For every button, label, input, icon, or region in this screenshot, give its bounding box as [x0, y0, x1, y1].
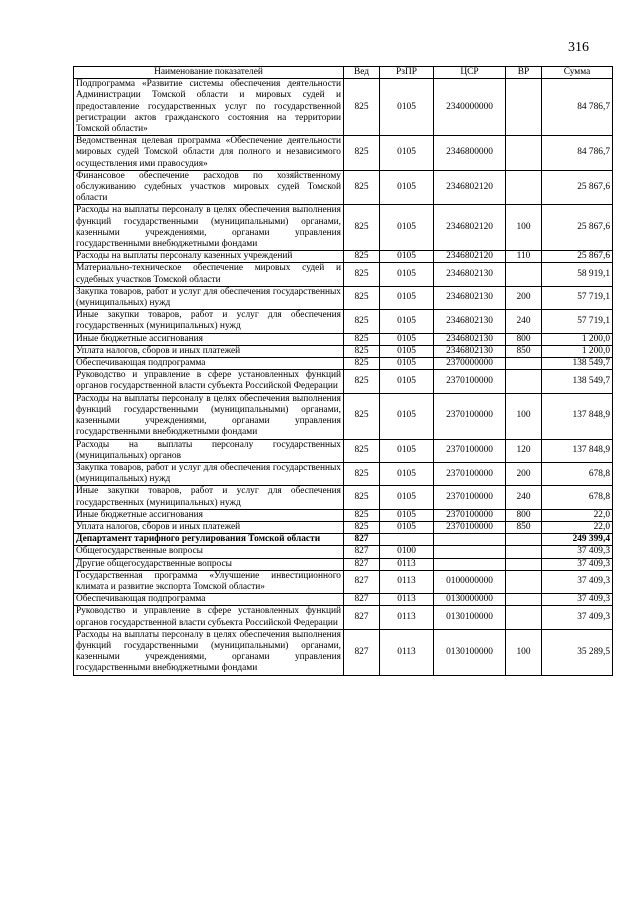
cell-csr: 2370100000	[434, 521, 506, 533]
cell-sum: 37 409,3	[542, 546, 613, 558]
cell-name: Иные бюджетные ассигнования	[74, 509, 344, 521]
cell-csr: 2346802120	[434, 170, 506, 205]
cell-ved: 825	[344, 509, 380, 521]
cell-csr: 2346802130	[434, 263, 506, 286]
cell-rzpr: 0113	[380, 629, 434, 675]
cell-name: Обеспечивающая подпрограмма	[74, 594, 344, 606]
cell-csr: 2340000000	[434, 79, 506, 136]
cell-rzpr: 0105	[380, 370, 434, 393]
budget-table	[73, 66, 613, 676]
cell-vr: 200	[506, 286, 542, 309]
table-row	[74, 509, 613, 521]
cell-vr	[506, 79, 542, 136]
cell-ved: 825	[344, 439, 380, 462]
cell-rzpr: 0105	[380, 439, 434, 462]
cell-name: Общегосударственные вопросы	[74, 546, 344, 558]
table-row	[74, 333, 613, 345]
cell-name: Закупка товаров, работ и услуг для обеспечения государственных (муниципальных) нужд	[74, 462, 344, 485]
cell-vr: 200	[506, 462, 542, 485]
cell-csr: 2370100000	[434, 370, 506, 393]
cell-rzpr: 0105	[380, 345, 434, 357]
cell-ved: 825	[344, 310, 380, 333]
cell-rzpr: 0113	[380, 558, 434, 570]
table-row	[74, 286, 613, 309]
table-row	[74, 439, 613, 462]
cell-sum: 138 549,7	[542, 358, 613, 370]
cell-sum: 138 549,7	[542, 370, 613, 393]
cell-name: Уплата налогов, сборов и иных платежей	[74, 345, 344, 357]
cell-rzpr: 0105	[380, 205, 434, 251]
cell-sum: 37 409,3	[542, 558, 613, 570]
cell-csr: 2346802130	[434, 345, 506, 357]
cell-rzpr: 0105	[380, 462, 434, 485]
cell-sum: 22,0	[542, 509, 613, 521]
cell-vr: 240	[506, 486, 542, 509]
cell-csr: 2346802130	[434, 286, 506, 309]
cell-name: Уплата налогов, сборов и иных платежей	[74, 521, 344, 533]
cell-csr: 2346800000	[434, 136, 506, 171]
cell-rzpr: 0105	[380, 358, 434, 370]
cell-name: Иные закупки товаров, работ и услуг для обеспечения государственных (муниципальных) нужд	[74, 310, 344, 333]
cell-ved: 827	[344, 629, 380, 675]
cell-csr: 2346802120	[434, 251, 506, 263]
cell-ved: 827	[344, 570, 380, 593]
cell-csr: 2370100000	[434, 393, 506, 439]
cell-name: Государственная программа «Улучшение инвестиционного климата и развитие экспорта Томской области»	[74, 570, 344, 593]
cell-ved: 825	[344, 345, 380, 357]
cell-vr	[506, 570, 542, 593]
cell-rzpr: 0113	[380, 606, 434, 629]
cell-ved: 827	[344, 546, 380, 558]
cell-sum: 57 719,1	[542, 310, 613, 333]
cell-vr	[506, 606, 542, 629]
table-row	[74, 358, 613, 370]
header-vr: ВР	[506, 67, 542, 79]
cell-ved: 825	[344, 205, 380, 251]
cell-rzpr: 0105	[380, 263, 434, 286]
cell-sum: 25 867,6	[542, 251, 613, 263]
cell-sum: 35 289,5	[542, 629, 613, 675]
header-sum: Сумма	[542, 67, 613, 79]
table-row	[74, 393, 613, 439]
cell-ved: 827	[344, 558, 380, 570]
cell-rzpr: 0105	[380, 251, 434, 263]
cell-rzpr: 0105	[380, 79, 434, 136]
table-row	[74, 462, 613, 485]
cell-sum: 25 867,6	[542, 205, 613, 251]
table-header-row	[74, 67, 613, 79]
cell-rzpr: 0105	[380, 521, 434, 533]
cell-csr	[434, 546, 506, 558]
cell-ved: 825	[344, 333, 380, 345]
table-row	[74, 486, 613, 509]
cell-vr	[506, 534, 542, 546]
table-row	[74, 205, 613, 251]
cell-vr: 100	[506, 205, 542, 251]
cell-name: Иные бюджетные ассигнования	[74, 333, 344, 345]
cell-sum: 1 200,0	[542, 345, 613, 357]
table-row	[74, 534, 613, 546]
cell-ved: 825	[344, 79, 380, 136]
cell-name: Расходы на выплаты персоналу государственных (муниципальных) органов	[74, 439, 344, 462]
cell-csr	[434, 558, 506, 570]
cell-rzpr: 0105	[380, 393, 434, 439]
cell-sum: 137 848,9	[542, 439, 613, 462]
cell-sum: 57 719,1	[542, 286, 613, 309]
cell-ved: 827	[344, 594, 380, 606]
cell-vr	[506, 546, 542, 558]
cell-ved: 825	[344, 358, 380, 370]
cell-name: Материально-техническое обеспечение мировых судей и судебных участков Томской области	[74, 263, 344, 286]
cell-sum: 37 409,3	[542, 570, 613, 593]
header-name: Наименование показателей	[74, 67, 344, 79]
cell-name: Закупка товаров, работ и услуг для обеспечения государственных (муниципальных) нужд	[74, 286, 344, 309]
table-row	[74, 310, 613, 333]
table-row	[74, 594, 613, 606]
table-row	[74, 345, 613, 357]
cell-vr: 110	[506, 251, 542, 263]
table-row	[74, 521, 613, 533]
table-row	[74, 629, 613, 675]
cell-rzpr	[380, 534, 434, 546]
cell-sum: 37 409,3	[542, 594, 613, 606]
cell-name: Руководство и управление в сфере установленных функций органов государственной власти субъекта Российской Федерации	[74, 370, 344, 393]
cell-csr: 0130100000	[434, 629, 506, 675]
cell-vr	[506, 558, 542, 570]
cell-csr: 0100000000	[434, 570, 506, 593]
cell-sum: 137 848,9	[542, 393, 613, 439]
cell-name: Департамент тарифного регулирования Томской области	[74, 534, 344, 546]
cell-name: Расходы на выплаты персоналу в целях обеспечения выполнения функций государственными (муниципальными) органами, казенными учреждениями, органами управления государственными внебюджетными фондами	[74, 629, 344, 675]
cell-name: Иные закупки товаров, работ и услуг для обеспечения государственных (муниципальных) нужд	[74, 486, 344, 509]
cell-sum: 249 399,4	[542, 534, 613, 546]
cell-vr: 800	[506, 509, 542, 521]
cell-csr: 2370100000	[434, 486, 506, 509]
cell-ved: 825	[344, 286, 380, 309]
cell-csr: 2370000000	[434, 358, 506, 370]
cell-ved: 825	[344, 370, 380, 393]
cell-vr	[506, 370, 542, 393]
cell-rzpr: 0105	[380, 170, 434, 205]
cell-vr: 850	[506, 521, 542, 533]
cell-vr: 120	[506, 439, 542, 462]
cell-vr	[506, 594, 542, 606]
cell-csr: 2370100000	[434, 439, 506, 462]
table-row	[74, 546, 613, 558]
cell-csr: 2370100000	[434, 509, 506, 521]
cell-csr: 0130100000	[434, 606, 506, 629]
table-body	[74, 79, 613, 675]
cell-ved: 825	[344, 170, 380, 205]
cell-name: Другие общегосударственные вопросы	[74, 558, 344, 570]
cell-vr	[506, 263, 542, 286]
table-row	[74, 251, 613, 263]
cell-ved: 825	[344, 136, 380, 171]
table-row	[74, 79, 613, 136]
table-row	[74, 170, 613, 205]
cell-ved: 825	[344, 462, 380, 485]
cell-rzpr: 0113	[380, 570, 434, 593]
cell-ved: 825	[344, 251, 380, 263]
cell-ved: 827	[344, 606, 380, 629]
header-ved: Вед	[344, 67, 380, 79]
cell-vr: 800	[506, 333, 542, 345]
page-number: 316	[568, 40, 589, 55]
cell-vr	[506, 136, 542, 171]
table-row	[74, 558, 613, 570]
table-row	[74, 370, 613, 393]
cell-vr: 850	[506, 345, 542, 357]
cell-ved: 825	[344, 521, 380, 533]
cell-sum: 84 786,7	[542, 79, 613, 136]
cell-ved: 827	[344, 534, 380, 546]
table-row	[74, 136, 613, 171]
cell-csr: 0130000000	[434, 594, 506, 606]
cell-vr	[506, 170, 542, 205]
cell-rzpr: 0105	[380, 286, 434, 309]
cell-name: Обеспечивающая подпрограмма	[74, 358, 344, 370]
cell-name: Расходы на выплаты персоналу в целях обеспечения выполнения функций государственными (муниципальными) органами, казенными учреждениями, органами управления государственными внебюджетными фондами	[74, 205, 344, 251]
header-csr: ЦСР	[434, 67, 506, 79]
cell-name: Руководство и управление в сфере установленных функций органов государственной власти субъекта Российской Федерации	[74, 606, 344, 629]
cell-rzpr: 0113	[380, 594, 434, 606]
cell-csr: 2346802130	[434, 333, 506, 345]
cell-vr	[506, 358, 542, 370]
cell-sum: 22,0	[542, 521, 613, 533]
cell-sum: 84 786,7	[542, 136, 613, 171]
cell-sum: 678,8	[542, 486, 613, 509]
cell-csr	[434, 534, 506, 546]
cell-csr: 2346802120	[434, 205, 506, 251]
cell-rzpr: 0105	[380, 509, 434, 521]
cell-vr: 100	[506, 393, 542, 439]
table-row	[74, 606, 613, 629]
cell-csr: 2370100000	[434, 462, 506, 485]
cell-name: Расходы на выплаты персоналу в целях обеспечения выполнения функций государственными (муниципальными) органами, казенными учреждениями, органами управления государственными внебюджетными фондами	[74, 393, 344, 439]
cell-name: Подпрограмма «Развитие системы обеспечения деятельности Администрации Томской области и мировых судей и предоставление государственных услуг по государственной регистрации актов гражданского состояния на территории Томской области»	[74, 79, 344, 136]
table-row	[74, 570, 613, 593]
cell-rzpr: 0105	[380, 136, 434, 171]
cell-sum: 58 919,1	[542, 263, 613, 286]
cell-sum: 678,8	[542, 462, 613, 485]
cell-rzpr: 0100	[380, 546, 434, 558]
cell-sum: 1 200,0	[542, 333, 613, 345]
cell-csr: 2346802130	[434, 310, 506, 333]
header-rzpr: РзПР	[380, 67, 434, 79]
cell-ved: 825	[344, 486, 380, 509]
cell-ved: 825	[344, 263, 380, 286]
cell-name: Финансовое обеспечение расходов по хозяйственному обслуживанию судебных участков мировых судей Томской области	[74, 170, 344, 205]
cell-rzpr: 0105	[380, 310, 434, 333]
table-row	[74, 263, 613, 286]
cell-name: Расходы на выплаты персоналу казенных учреждений	[74, 251, 344, 263]
cell-rzpr: 0105	[380, 333, 434, 345]
cell-sum: 25 867,6	[542, 170, 613, 205]
cell-vr: 240	[506, 310, 542, 333]
cell-rzpr: 0105	[380, 486, 434, 509]
cell-ved: 825	[344, 393, 380, 439]
cell-vr: 100	[506, 629, 542, 675]
cell-sum: 37 409,3	[542, 606, 613, 629]
cell-name: Ведомственная целевая программа «Обеспечение деятельности мировых судей Томской области для полного и независимого осуществления ими правосудия»	[74, 136, 344, 171]
